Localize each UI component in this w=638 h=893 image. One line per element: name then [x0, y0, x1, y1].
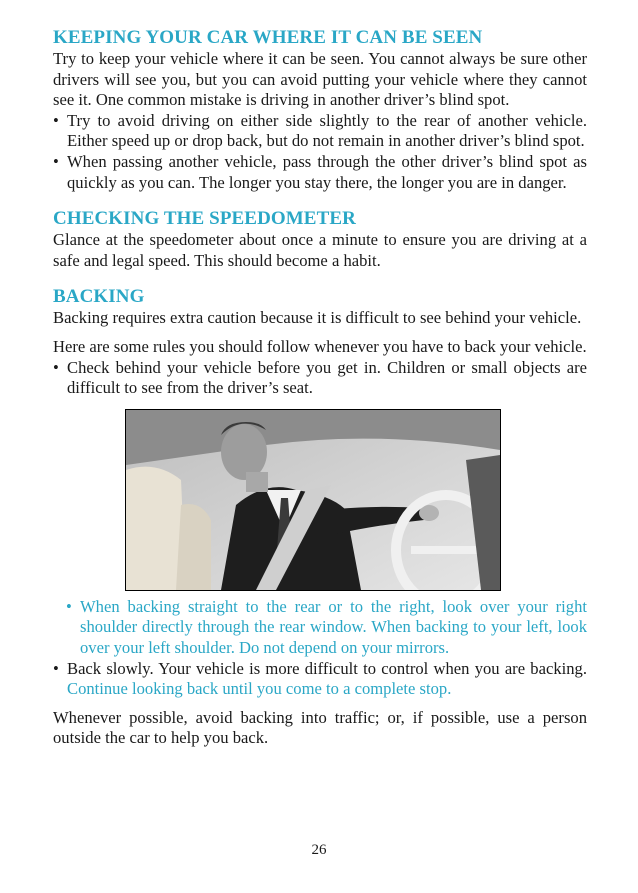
backing-bullet-list-2: [53, 597, 587, 659]
list-item-text: Try to avoid driving on either side slightly to the rear of another vehicle. Either speed up or drop back, but do not remain in another driver’s blind spot.: [67, 110, 587, 151]
backing-bullet-list-3: [53, 659, 587, 700]
bullet-glyph: •: [53, 357, 59, 377]
list-item: [53, 111, 587, 152]
backing-para-1: Backing requires extra caution because it is difficult to see behind your vehicle.: [53, 308, 582, 328]
list-item-text-highlight: Continue looking back until you come to a complete stop.: [67, 679, 452, 699]
list-item: [53, 152, 587, 193]
driver-looking-back-photo: [125, 409, 501, 591]
list-item-text: When backing straight to the rear or to the right, look over your right shoulder directly through the rear window. When backing to your left, look over your left shoulder. Do not depend on your mirrors.: [80, 596, 587, 657]
page-number: 26: [311, 842, 327, 858]
speedometer-body: Glance at the speedometer about once a minute to ensure you are driving at a safe and legal speed. This should become a habit.: [53, 230, 587, 270]
backing-bullet-list-1: [53, 358, 587, 399]
keeping-intro: Try to keep your vehicle where it can be seen. You cannot always be sure other drivers will see you, but you can avoid putting your vehicle where they cannot see it. One common mistake is driving in another driver’s blind spot.: [53, 49, 587, 110]
list-item: [66, 597, 587, 659]
heading-checking-speedometer: CHECKING THE SPEEDOMETER: [53, 208, 356, 230]
bullet-glyph: •: [53, 110, 59, 130]
list-item: [53, 659, 587, 700]
list-item: [53, 358, 587, 399]
bullet-glyph: •: [53, 151, 59, 171]
keeping-bullet-list: [53, 111, 587, 193]
list-item-text: When passing another vehicle, pass through the other driver’s blind spot as quickly as you can. The longer you stay there, the longer you are in danger.: [67, 151, 587, 192]
bullet-glyph: •: [66, 596, 72, 616]
list-item-text: Back slowly. Your vehicle is more difficult to control when you are backing.: [67, 658, 587, 678]
page-content: [53, 27, 587, 749]
backing-closing: Whenever possible, avoid backing into traffic; or, if possible, use a person outside the car to help you back.: [53, 707, 587, 748]
list-item-text: Check behind your vehicle before you get in. Children or small objects are difficult to see from the driver’s seat.: [67, 357, 587, 398]
heading-keeping-car-seen: KEEPING YOUR CAR WHERE IT CAN BE SEEN: [53, 27, 483, 48]
backing-para-2: Here are some rules you should follow whenever you have to back your vehicle.: [53, 336, 587, 356]
bullet-glyph: •: [53, 658, 59, 678]
heading-backing: BACKING: [53, 286, 145, 308]
